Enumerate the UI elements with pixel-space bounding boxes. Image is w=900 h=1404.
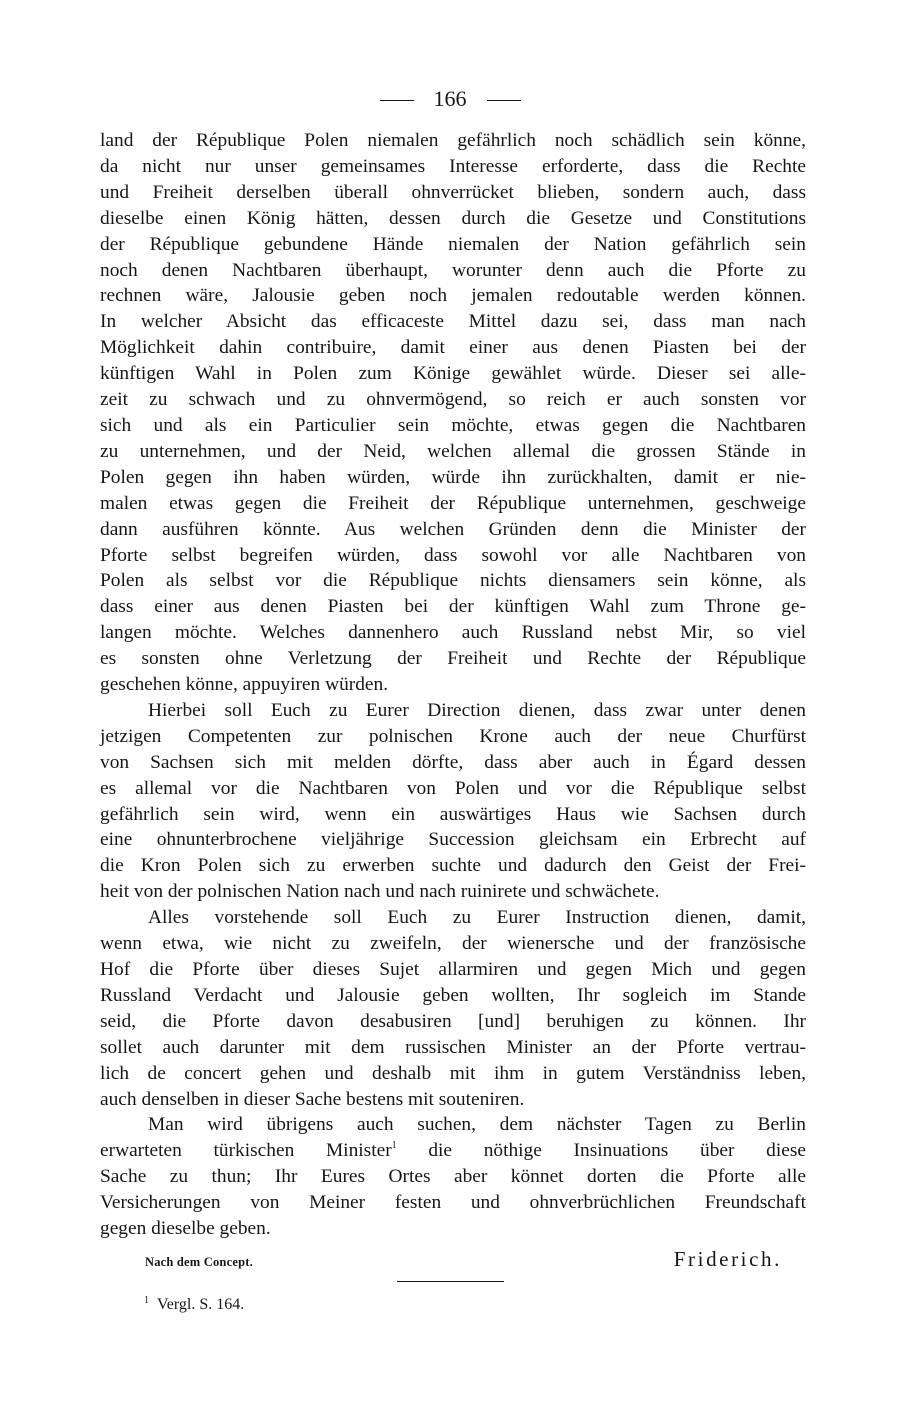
footnote-divider: [397, 1281, 504, 1282]
text-line: die Kron Polen sich zu erwerben suchte und dadurch den Geist der Frei-: [100, 855, 806, 877]
letter-body: [100, 128, 806, 1242]
text-line: jetzigen Competenten zur polnischen Krone auch der neue Churfürst: [100, 725, 806, 747]
text-line: dann ausführen könnte. Aus welchen Gründen denn die Minister der: [100, 518, 806, 540]
text-line: Polen als selbst vor die République nichts diensamers sein könne, als: [100, 570, 806, 592]
text-line: erwarteten türkischen Minister$^1$ die nöthige Insinuations über diese: [100, 1140, 806, 1162]
text-line: Russland Verdacht und Jalousie geben wollten, Ihr sogleich im Stande: [100, 984, 806, 1006]
text-line: gegen dieselbe geben.: [100, 1218, 271, 1240]
text-line: lich de concert gehen und deshalb mit ihm in gutem Verständniss leben,: [100, 1062, 806, 1084]
closing: [100, 1247, 806, 1277]
text-line: rechnen wäre, Jalousie geben noch jemalen redoutable werden können.: [100, 285, 806, 307]
paragraph: [100, 905, 806, 1112]
text-line: da nicht nur unser gemeinsames Interesse erforderte, dass die Rechte: [100, 155, 806, 177]
footnote-marker: 1: [144, 1295, 149, 1306]
text-line: noch denen Nachtbaren überhaupt, worunter denn auch die Pforte zu: [100, 259, 806, 281]
text-line: Sache zu thun; Ihr Eures Ortes aber könnet dorten die Pforte alle: [100, 1166, 806, 1188]
text-line: heit von der polnischen Nation nach und nach ruinirete und schwächete.: [100, 881, 660, 903]
text-line: Versicherungen von Meiner festen und ohnverbrüchlichen Freundschaft: [100, 1192, 806, 1214]
text-line: künftigen Wahl in Polen zum Könige gewählet würde. Dieser sei alle-: [100, 363, 806, 385]
text-line: Pforte selbst begreifen würden, dass sowohl vor alle Nachtbaren von: [100, 544, 806, 566]
text-line: Man wird übrigens auch suchen, dem nächster Tagen zu Berlin: [148, 1114, 806, 1136]
header-dash-left: [380, 100, 414, 101]
text-line: sollet auch darunter mit dem russischen Minister an der Pforte vertrau-: [100, 1036, 806, 1058]
text-line: zeit zu schwach und zu ohnvermögend, so reich er auch sonsten vor: [100, 389, 806, 411]
text-line: seid, die Pforte davon desabusiren [und] beruhigen zu können. Ihr: [100, 1010, 806, 1032]
text-line: gefährlich sein wird, wenn ein auswärtiges Haus wie Sachsen durch: [100, 803, 806, 825]
paragraph: [100, 1112, 806, 1242]
text-line: geschehen könne, appuyiren würden.: [100, 674, 389, 696]
footnote-text: Vergl. S. 164.: [157, 1296, 245, 1313]
footnote-reference: 1: [391, 1140, 397, 1152]
text-line: Möglichkeit dahin contribuire, damit einer aus denen Piasten bei der: [100, 337, 806, 359]
text-line: langen möchte. Welches dannenhero auch Russland nebst Mir, so viel: [100, 622, 806, 644]
page-number: 166: [433, 86, 467, 111]
footnote: [144, 1294, 244, 1316]
source-note: Nach dem Concept.: [145, 1255, 253, 1269]
text-line: der République gebundene Hände niemalen der Nation gefährlich sein: [100, 233, 806, 255]
text-line: sich und als ein Particulier sein möchte, etwas gegen die Nachtbaren: [100, 414, 806, 436]
text-line: Polen gegen ihn haben würden, würde ihn zurückhalten, damit er nie-: [100, 466, 806, 488]
text-line: In welcher Absicht das efficaceste Mittel dazu sei, dass man nach: [100, 311, 806, 333]
text-line: es allemal vor die Nachtbaren von Polen und vor die République selbst: [100, 777, 806, 799]
header-dash-right: [487, 100, 521, 101]
text-line: malen etwas gegen die Freiheit der République unternehmen, geschweige: [100, 492, 806, 514]
text-line: zu unternehmen, und der Neid, welchen allemal die grossen Stände in: [100, 440, 806, 462]
text-line: dass einer aus denen Piasten bei der künftigen Wahl zum Throne ge-: [100, 596, 806, 618]
text-line: Hof die Pforte über dieses Sujet allarmiren und gegen Mich und gegen: [100, 959, 806, 980]
text-line: wenn etwa, wie nicht zu zweifeln, der wienersche und der französische: [100, 933, 806, 955]
paragraph: [100, 128, 806, 698]
paragraph: [100, 698, 806, 905]
signature: Friderich.: [673, 1247, 782, 1271]
text-line: Hierbei soll Euch zu Eurer Direction dienen, dass zwar unter denen: [148, 699, 806, 721]
text-line: und Freiheit derselben überall ohnverrücket blieben, sondern auch, dass: [100, 181, 806, 203]
text-line: eine ohnunterbrochene vieljährige Succession gleichsam ein Erbrecht auf: [100, 829, 806, 851]
text-line: land der République Polen niemalen gefährlich noch schädlich sein könne,: [100, 130, 806, 151]
text-line: auch denselben in dieser Sache bestens mit souteniren.: [100, 1088, 525, 1110]
text-line: von Sachsen sich mit melden dörfte, dass aber auch in Égard dessen: [100, 751, 806, 773]
page-header: [0, 84, 900, 114]
text-line: dieselbe einen König hätten, dessen durch die Gesetze und Constitutions: [100, 207, 806, 229]
text-line: Alles vorstehende soll Euch zu Eurer Instruction dienen, damit,: [148, 907, 806, 929]
text-line: es sonsten ohne Verletzung der Freiheit und Rechte der République: [100, 648, 806, 670]
